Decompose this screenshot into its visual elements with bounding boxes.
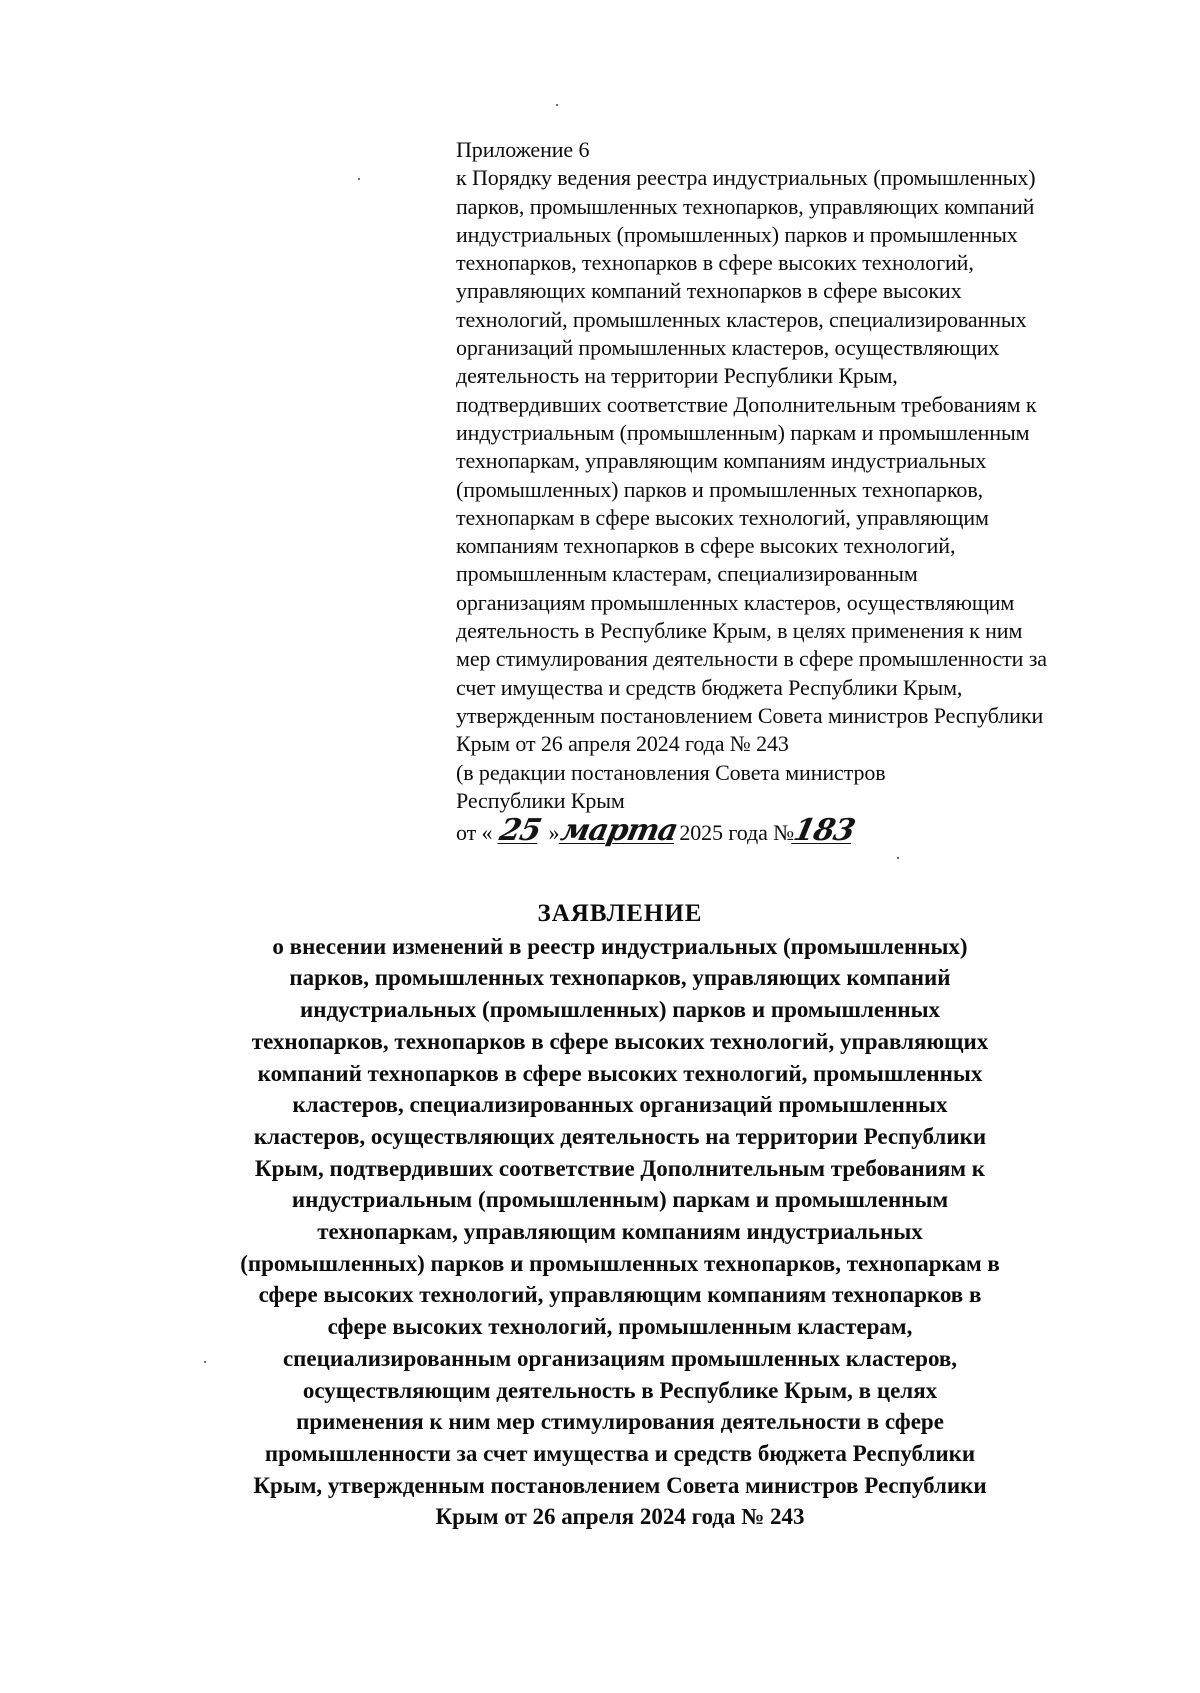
appendix-line: технопаркам в сфере высоких технологий, управляющим (456, 504, 989, 530)
statement-line: кластеров, специализированных организаций промышленных (292, 1092, 948, 1118)
statement-line: промышленности за счет имущества и средств бюджета Республики (264, 1440, 976, 1466)
statement-line: Крым, подтвердивших соответствие Дополнительным требованиям к (254, 1155, 986, 1181)
statement-line: кластеров, осуществляющих деятельность на территории Республики (253, 1123, 987, 1149)
appendix-line: организаций промышленных кластеров, осуществляющих (456, 335, 1000, 361)
appendix-line: мер стимулирования деятельности в сфере промышленности за (456, 646, 1047, 672)
amendment-date-line (456, 813, 1136, 849)
statement-line: сфере высоких технологий, управляющим компаниям технопарков в (258, 1282, 982, 1308)
appendix-line: управляющих компаний технопарков в сфере высоких (456, 278, 962, 304)
statement-line: технопарков, технопарков в сфере высоких технологий, управляющих (251, 1028, 989, 1054)
appendix-line: Республики Крым (456, 787, 625, 813)
date-year-text: 2025 года № (679, 820, 795, 846)
statement-heading (150, 898, 1090, 1533)
handwritten-number: 183 (790, 813, 858, 849)
appendix-line: индустриальным (промышленным) паркам и промышленным (456, 419, 1030, 445)
appendix-line: организациям промышленных кластеров, осуществляющим (456, 589, 1015, 615)
appendix-line: технопаркам, управляющим компаниям индустриальных (456, 448, 987, 474)
statement-line: технопаркам, управляющим компаниям индустриальных (317, 1219, 923, 1245)
appendix-line: парков, промышленных технопарков, управляющих компаний (456, 193, 1035, 219)
appendix-line: Приложение 6 (456, 137, 590, 162)
statement-line: индустриальным (промышленным) паркам и промышленным (291, 1187, 949, 1213)
appendix-line: (в редакции постановления Совета министров (456, 759, 886, 785)
appendix-line: счет имущества и средств бюджета Республики Крым, (456, 674, 963, 700)
statement-line: сфере высоких технологий, промышленным кластерам, (327, 1314, 913, 1340)
statement-line: индустриальных (промышленных) парков и промышленных (299, 997, 941, 1023)
statement-line: парков, промышленных технопарков, управляющих компаний (289, 965, 951, 991)
statement-line: (промышленных) парков и промышленных технопарков, технопаркам в (240, 1250, 1000, 1276)
appendix-line: компаниям технопарков в сфере высоких технологий, (456, 533, 956, 559)
handwritten-month: марта (558, 813, 681, 849)
statement-line: Крым, утвержденным постановлением Совета министров Республики (253, 1472, 987, 1498)
appendix-line: технологий, промышленных кластеров, специализированных (456, 306, 1027, 332)
appendix-line: деятельность на территории Республики Крым, (456, 363, 898, 389)
appendix-line: (промышленных) парков и промышленных технопарков, (456, 476, 984, 502)
scan-speck (556, 104, 558, 106)
appendix-line: деятельность в Республике Крым, в целях применения к ним (456, 618, 1023, 644)
statement-line: специализированным организациям промышленных кластеров, (282, 1345, 958, 1371)
statement-line: компаний технопарков в сфере высоких технологий, промышленных (257, 1060, 983, 1086)
statement-line: осуществляющим деятельность в Республике Крым, в целях (302, 1377, 938, 1403)
appendix-line: промышленным кластерам, специализированным (456, 561, 918, 587)
date-prefix: от « (456, 820, 493, 846)
appendix-line: технопарков, технопарков в сфере высоких технологий, (456, 250, 974, 276)
statement-line: о внесении изменений в реестр индустриальных (промышленных) (272, 933, 968, 959)
appendix-line: Крым от 26 апреля 2024 года № 243 (456, 731, 789, 757)
statement-title: ЗАЯВЛЕНИЕ (537, 900, 703, 927)
appendix-line: утвержденным постановлением Совета министров Республики (456, 702, 1044, 728)
handwritten-day: 25 (496, 813, 545, 849)
appendix-line: индустриальных (промышленных) парков и промышленных (456, 221, 1018, 247)
scan-speck (358, 178, 360, 180)
date-mid: » (548, 820, 560, 846)
appendix-header (456, 136, 1136, 847)
appendix-line: подтвердивших соответствие Дополнительным требованиям к (456, 391, 1037, 417)
appendix-line: к Порядку ведения реестра индустриальных (промышленных) (456, 165, 1036, 191)
statement-line: Крым от 26 апреля 2024 года № 243 (435, 1504, 805, 1530)
statement-line: применения к ним мер стимулирования деятельности в сфере (296, 1409, 944, 1435)
scan-speck (897, 857, 899, 859)
